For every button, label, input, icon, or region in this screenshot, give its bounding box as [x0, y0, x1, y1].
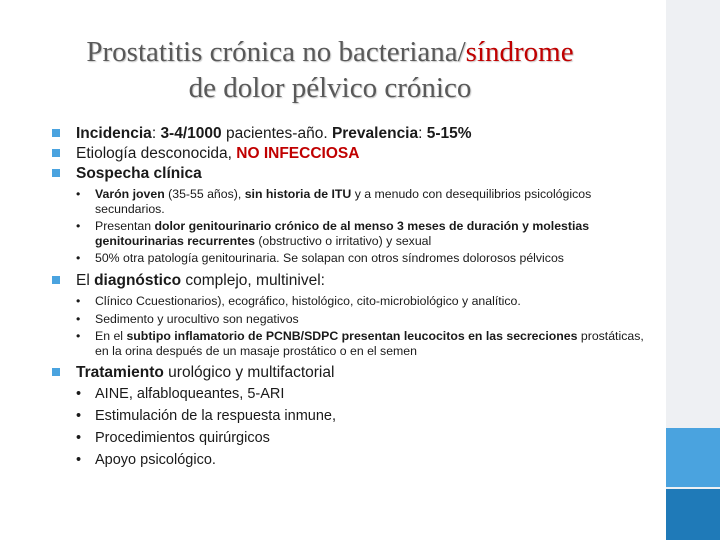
item-text: Apoyo psicológico. [95, 451, 216, 468]
item-bold: dolor genitourinario crónico de al menso 3 meses de duración y molestias genitourinarias recurrentes [95, 219, 590, 248]
sub-bullet-item [52, 187, 648, 216]
diagnosis-pre: El [76, 271, 95, 289]
text-unit: pacientes-año. [221, 125, 332, 142]
side-accent-block-dark [666, 489, 720, 540]
sub-bullet-item [52, 312, 648, 327]
diagnosis-sublist [52, 294, 648, 358]
square-bullet-icon [52, 129, 60, 137]
dot-bullet-icon: • [76, 386, 82, 403]
diagnosis-text: complejo, multinivel: [181, 271, 325, 289]
square-bullet-icon [52, 169, 60, 177]
item-text: AINE, alfabloqueantes, 5-ARI [95, 386, 285, 403]
item-text: Procedimientos quirúrgicos [95, 429, 270, 446]
sub-bullet-item [52, 428, 648, 450]
treatment-sublist [52, 384, 648, 471]
prevalence-label: Prevalencia [331, 125, 419, 142]
incidence-value: 3-4/1000 [160, 125, 222, 142]
item-text: Clínico Ccuestionarios), ecográfico, histológico, cito-microbiológico y analítico. [95, 293, 521, 308]
square-bullet-icon [52, 276, 60, 284]
sub-bullet-item [52, 406, 648, 428]
dot-bullet-icon: • [76, 187, 81, 201]
sub-bullet-item [52, 329, 648, 358]
item-text: (obstructivo o irritativo) y sexual [254, 233, 432, 248]
diagnosis-bold: diagnóstico [94, 271, 182, 289]
incidence-label: Incidencia [76, 125, 152, 142]
treatment-bold: Tratamiento [76, 364, 164, 382]
item-text: Sedimento y urocultivo son negativos [95, 311, 299, 326]
dot-bullet-icon: • [76, 451, 82, 468]
dot-bullet-icon: • [76, 293, 81, 308]
item-bold: Varón joven [95, 187, 165, 201]
item-text: (35-55 años), [164, 187, 245, 201]
slide-title [20, 34, 640, 106]
item-text: Presentan [95, 219, 155, 234]
prevalence-value: 5-15% [426, 125, 472, 142]
treatment-text: urológico y multifactorial [163, 364, 335, 382]
dot-bullet-icon: • [76, 408, 82, 425]
item-bold: sin historia de ITU [244, 187, 352, 201]
etiology-highlight: NO INFECCIOSA [236, 145, 360, 162]
item-text: En el [95, 329, 127, 344]
bullet-incidence [52, 124, 648, 143]
sub-bullet-item [52, 294, 648, 309]
dot-bullet-icon: • [76, 251, 81, 266]
item-text: prostáticas, en la orina después de un masaje prostático o en el semen [95, 329, 644, 358]
bullet-etiology [52, 144, 648, 163]
suspicion-sublist [52, 187, 648, 266]
bullet-suspicion [52, 164, 648, 183]
suspicion-text: Sospecha clínica [76, 165, 202, 182]
sub-bullet-item [52, 384, 648, 406]
text-sep: : [418, 125, 427, 142]
square-bullet-icon [52, 149, 60, 157]
bullet-treatment [52, 363, 648, 382]
title-line2: de dolor pélvico crónico [188, 72, 472, 104]
bullet-content [52, 124, 648, 477]
item-text: 50% otra patología genitourinaria. Se solapan con otros síndromes dolorosos pélvicos [95, 251, 564, 266]
square-bullet-icon [52, 368, 60, 376]
sub-bullet-item [52, 219, 648, 248]
item-text: Estimulación de la respuesta inmune, [95, 408, 336, 425]
item-bold: subtipo inflamatorio de PCNB/SDPC presentan leucocitos en las secreciones [126, 329, 578, 344]
title-part1: Prostatitis crónica no bacteriana/ [86, 36, 466, 68]
side-accent-block-light [666, 428, 720, 487]
sub-bullet-item [52, 450, 648, 472]
title-part2: síndrome [465, 36, 574, 68]
item-text: y a menudo con desequilibrios psicológicos secundarios. [95, 187, 592, 216]
dot-bullet-icon: • [76, 219, 81, 234]
etiology-text: Etiología desconocida, [76, 145, 237, 162]
dot-bullet-icon: • [76, 429, 82, 446]
dot-bullet-icon: • [76, 311, 81, 326]
text-sep: : [151, 125, 161, 142]
bullet-diagnosis [52, 271, 648, 290]
dot-bullet-icon: • [76, 329, 81, 344]
sub-bullet-item [52, 251, 648, 266]
